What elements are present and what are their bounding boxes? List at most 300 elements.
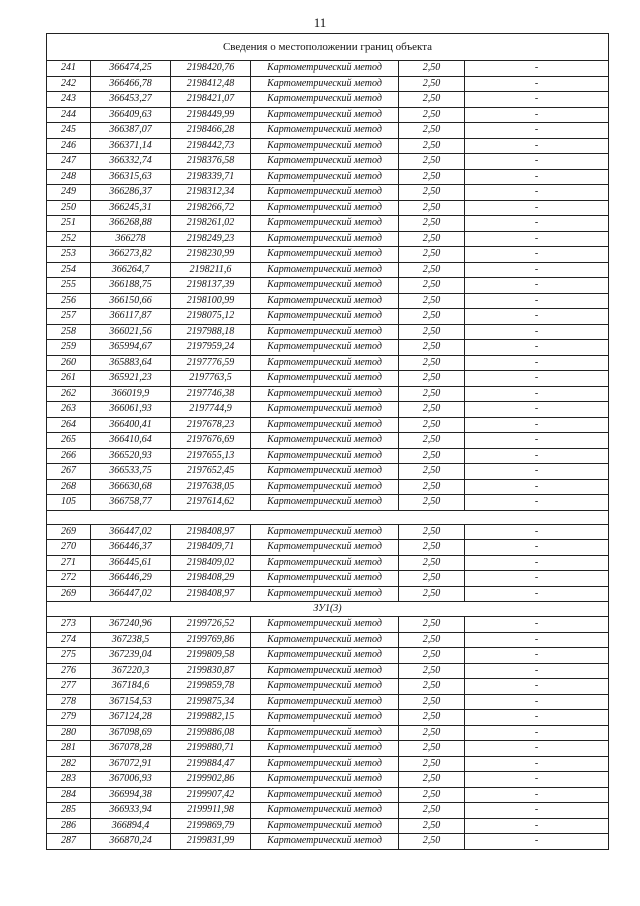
point-number-cell: 287 — [47, 834, 91, 850]
point-number-cell: 280 — [47, 725, 91, 741]
accuracy-cell: 2,50 — [399, 309, 465, 325]
description-cell: - — [465, 309, 609, 325]
accuracy-cell: 2,50 — [399, 107, 465, 123]
point-number-cell: 245 — [47, 123, 91, 139]
accuracy-cell: 2,50 — [399, 433, 465, 449]
description-cell: - — [465, 756, 609, 772]
method-cell: Картометрический метод — [251, 247, 399, 263]
table-row — [47, 138, 609, 154]
description-cell: - — [465, 61, 609, 77]
x-coordinate-cell: 365994,67 — [91, 340, 171, 356]
point-number-cell: 262 — [47, 386, 91, 402]
description-cell: - — [465, 371, 609, 387]
accuracy-cell: 2,50 — [399, 417, 465, 433]
x-coordinate-cell: 366474,25 — [91, 61, 171, 77]
point-number-cell: 282 — [47, 756, 91, 772]
table-row — [47, 402, 609, 418]
table-row — [47, 555, 609, 571]
description-cell: - — [465, 571, 609, 587]
method-cell: Картометрический метод — [251, 355, 399, 371]
point-number-cell: 244 — [47, 107, 91, 123]
method-cell: Картометрический метод — [251, 324, 399, 340]
accuracy-cell: 2,50 — [399, 169, 465, 185]
table-row — [47, 123, 609, 139]
description-cell: - — [465, 787, 609, 803]
point-number-cell: 250 — [47, 200, 91, 216]
method-cell: Картометрический метод — [251, 309, 399, 325]
x-coordinate-cell: 366758,77 — [91, 495, 171, 511]
description-cell: - — [465, 433, 609, 449]
point-number-cell: 258 — [47, 324, 91, 340]
point-number-cell: 265 — [47, 433, 91, 449]
method-cell: Картометрический метод — [251, 293, 399, 309]
table-row — [47, 834, 609, 850]
y-coordinate-cell: 2198408,97 — [171, 524, 251, 540]
accuracy-cell: 2,50 — [399, 92, 465, 108]
boundary-table — [46, 33, 608, 850]
method-cell: Картометрический метод — [251, 772, 399, 788]
description-cell: - — [465, 154, 609, 170]
accuracy-cell: 2,50 — [399, 679, 465, 695]
point-number-cell: 256 — [47, 293, 91, 309]
y-coordinate-cell: 2198266,72 — [171, 200, 251, 216]
table-row — [47, 185, 609, 201]
table-row — [47, 756, 609, 772]
y-coordinate-cell: 2199769,86 — [171, 632, 251, 648]
method-cell: Картометрический метод — [251, 710, 399, 726]
description-cell: - — [465, 355, 609, 371]
x-coordinate-cell: 366150,66 — [91, 293, 171, 309]
accuracy-cell: 2,50 — [399, 586, 465, 602]
accuracy-cell: 2,50 — [399, 200, 465, 216]
description-cell: - — [465, 402, 609, 418]
description-cell: - — [465, 262, 609, 278]
description-cell: - — [465, 107, 609, 123]
table-row — [47, 76, 609, 92]
y-coordinate-cell: 2198421,07 — [171, 92, 251, 108]
accuracy-cell: 2,50 — [399, 725, 465, 741]
point-number-cell: 269 — [47, 524, 91, 540]
x-coordinate-cell: 366446,29 — [91, 571, 171, 587]
table-row — [47, 355, 609, 371]
description-cell: - — [465, 448, 609, 464]
point-number-cell: 263 — [47, 402, 91, 418]
x-coordinate-cell: 365883,64 — [91, 355, 171, 371]
point-number-cell: 279 — [47, 710, 91, 726]
method-cell: Картометрический метод — [251, 632, 399, 648]
y-coordinate-cell: 2198466,28 — [171, 123, 251, 139]
section-label: ЗУ1(3) — [47, 602, 609, 617]
accuracy-cell: 2,50 — [399, 386, 465, 402]
y-coordinate-cell: 2199884,47 — [171, 756, 251, 772]
table-row — [47, 479, 609, 495]
x-coordinate-cell: 366410,64 — [91, 433, 171, 449]
method-cell: Картометрический метод — [251, 679, 399, 695]
x-coordinate-cell: 366994,38 — [91, 787, 171, 803]
x-coordinate-cell: 366371,14 — [91, 138, 171, 154]
description-cell: - — [465, 586, 609, 602]
description-cell: - — [465, 710, 609, 726]
table-row — [47, 200, 609, 216]
y-coordinate-cell: 2198137,39 — [171, 278, 251, 294]
point-number-cell: 269 — [47, 586, 91, 602]
y-coordinate-cell: 2199882,15 — [171, 710, 251, 726]
description-cell: - — [465, 231, 609, 247]
y-coordinate-cell: 2198409,02 — [171, 555, 251, 571]
description-cell: - — [465, 216, 609, 232]
y-coordinate-cell: 2197959,24 — [171, 340, 251, 356]
accuracy-cell: 2,50 — [399, 371, 465, 387]
description-cell: - — [465, 479, 609, 495]
method-cell: Картометрический метод — [251, 555, 399, 571]
x-coordinate-cell: 366273,82 — [91, 247, 171, 263]
table-row — [47, 694, 609, 710]
point-number-cell: 275 — [47, 648, 91, 664]
method-cell: Картометрический метод — [251, 123, 399, 139]
method-cell: Картометрический метод — [251, 756, 399, 772]
accuracy-cell: 2,50 — [399, 772, 465, 788]
point-number-cell: 271 — [47, 555, 91, 571]
table-row — [47, 278, 609, 294]
y-coordinate-cell: 2198075,12 — [171, 309, 251, 325]
y-coordinate-cell: 2197655,13 — [171, 448, 251, 464]
x-coordinate-cell: 366453,27 — [91, 92, 171, 108]
accuracy-cell: 2,50 — [399, 448, 465, 464]
x-coordinate-cell: 367124,28 — [91, 710, 171, 726]
point-number-cell: 264 — [47, 417, 91, 433]
method-cell: Картометрический метод — [251, 694, 399, 710]
y-coordinate-cell: 2197746,38 — [171, 386, 251, 402]
table-row — [47, 448, 609, 464]
description-cell: - — [465, 386, 609, 402]
method-cell: Картометрический метод — [251, 663, 399, 679]
accuracy-cell: 2,50 — [399, 803, 465, 819]
description-cell: - — [465, 524, 609, 540]
y-coordinate-cell: 2198408,29 — [171, 571, 251, 587]
x-coordinate-cell: 366019,9 — [91, 386, 171, 402]
point-number-cell: 257 — [47, 309, 91, 325]
table-row — [47, 309, 609, 325]
table-row — [47, 632, 609, 648]
description-cell: - — [465, 293, 609, 309]
table-row — [47, 648, 609, 664]
y-coordinate-cell: 2198211,6 — [171, 262, 251, 278]
method-cell: Картометрический метод — [251, 648, 399, 664]
method-cell: Картометрический метод — [251, 433, 399, 449]
description-cell: - — [465, 495, 609, 511]
point-number-cell: 270 — [47, 540, 91, 556]
description-cell: - — [465, 92, 609, 108]
x-coordinate-cell: 367238,5 — [91, 632, 171, 648]
method-cell: Картометрический метод — [251, 154, 399, 170]
description-cell: - — [465, 663, 609, 679]
y-coordinate-cell: 2197676,69 — [171, 433, 251, 449]
table-row — [47, 340, 609, 356]
y-coordinate-cell: 2199809,58 — [171, 648, 251, 664]
accuracy-cell: 2,50 — [399, 632, 465, 648]
accuracy-cell: 2,50 — [399, 355, 465, 371]
method-cell: Картометрический метод — [251, 787, 399, 803]
y-coordinate-cell: 2199902,86 — [171, 772, 251, 788]
accuracy-cell: 2,50 — [399, 834, 465, 850]
point-number-cell: 272 — [47, 571, 91, 587]
x-coordinate-cell: 366520,93 — [91, 448, 171, 464]
description-cell: - — [465, 123, 609, 139]
x-coordinate-cell: 367072,91 — [91, 756, 171, 772]
accuracy-cell: 2,50 — [399, 555, 465, 571]
table-row — [47, 154, 609, 170]
accuracy-cell: 2,50 — [399, 710, 465, 726]
accuracy-cell: 2,50 — [399, 247, 465, 263]
accuracy-cell: 2,50 — [399, 495, 465, 511]
x-coordinate-cell: 366445,61 — [91, 555, 171, 571]
point-number-cell: 247 — [47, 154, 91, 170]
y-coordinate-cell: 2198100,99 — [171, 293, 251, 309]
y-coordinate-cell: 2199911,98 — [171, 803, 251, 819]
y-coordinate-cell: 2198261,02 — [171, 216, 251, 232]
table-row — [47, 262, 609, 278]
method-cell: Картометрический метод — [251, 185, 399, 201]
y-coordinate-cell: 2199859,78 — [171, 679, 251, 695]
method-cell: Картометрический метод — [251, 524, 399, 540]
point-number-cell: 254 — [47, 262, 91, 278]
x-coordinate-cell: 366400,41 — [91, 417, 171, 433]
accuracy-cell: 2,50 — [399, 787, 465, 803]
table-row — [47, 787, 609, 803]
point-number-cell: 286 — [47, 818, 91, 834]
point-number-cell: 259 — [47, 340, 91, 356]
x-coordinate-cell: 367220,3 — [91, 663, 171, 679]
point-number-cell: 249 — [47, 185, 91, 201]
accuracy-cell: 2,50 — [399, 231, 465, 247]
description-cell: - — [465, 278, 609, 294]
accuracy-cell: 2,50 — [399, 648, 465, 664]
point-number-cell: 273 — [47, 617, 91, 633]
method-cell: Картометрический метод — [251, 169, 399, 185]
y-coordinate-cell: 2199886,08 — [171, 725, 251, 741]
accuracy-cell: 2,50 — [399, 694, 465, 710]
spacer-row — [47, 510, 609, 524]
description-cell: - — [465, 138, 609, 154]
y-coordinate-cell: 2198412,48 — [171, 76, 251, 92]
table-title: Сведения о местоположении границ объекта — [47, 34, 609, 61]
description-cell: - — [465, 818, 609, 834]
point-number-cell: 255 — [47, 278, 91, 294]
method-cell: Картометрический метод — [251, 571, 399, 587]
x-coordinate-cell: 366447,02 — [91, 586, 171, 602]
description-cell: - — [465, 679, 609, 695]
description-cell: - — [465, 540, 609, 556]
x-coordinate-cell: 367006,93 — [91, 772, 171, 788]
y-coordinate-cell: 2199907,42 — [171, 787, 251, 803]
table-row — [47, 433, 609, 449]
method-cell: Картометрический метод — [251, 107, 399, 123]
method-cell: Картометрический метод — [251, 725, 399, 741]
point-number-cell: 253 — [47, 247, 91, 263]
y-coordinate-cell: 2199831,99 — [171, 834, 251, 850]
y-coordinate-cell: 2198376,58 — [171, 154, 251, 170]
accuracy-cell: 2,50 — [399, 154, 465, 170]
spacer-cell — [47, 510, 609, 524]
method-cell: Картометрический метод — [251, 402, 399, 418]
x-coordinate-cell: 366264,7 — [91, 262, 171, 278]
accuracy-cell: 2,50 — [399, 278, 465, 294]
y-coordinate-cell: 2197678,23 — [171, 417, 251, 433]
method-cell: Картометрический метод — [251, 92, 399, 108]
accuracy-cell: 2,50 — [399, 479, 465, 495]
method-cell: Картометрический метод — [251, 479, 399, 495]
accuracy-cell: 2,50 — [399, 61, 465, 77]
table-row — [47, 293, 609, 309]
accuracy-cell: 2,50 — [399, 138, 465, 154]
method-cell: Картометрический метод — [251, 138, 399, 154]
point-number-cell: 260 — [47, 355, 91, 371]
y-coordinate-cell: 2197744,9 — [171, 402, 251, 418]
method-cell: Картометрический метод — [251, 834, 399, 850]
table-row — [47, 818, 609, 834]
y-coordinate-cell: 2199830,87 — [171, 663, 251, 679]
table-row — [47, 571, 609, 587]
y-coordinate-cell: 2198230,99 — [171, 247, 251, 263]
accuracy-cell: 2,50 — [399, 756, 465, 772]
x-coordinate-cell: 366188,75 — [91, 278, 171, 294]
x-coordinate-cell: 367154,53 — [91, 694, 171, 710]
x-coordinate-cell: 367078,28 — [91, 741, 171, 757]
x-coordinate-cell: 366061,93 — [91, 402, 171, 418]
table-row — [47, 741, 609, 757]
description-cell: - — [465, 741, 609, 757]
point-number-cell: 274 — [47, 632, 91, 648]
table-row — [47, 524, 609, 540]
method-cell: Картометрический метод — [251, 741, 399, 757]
description-cell: - — [465, 632, 609, 648]
y-coordinate-cell: 2197638,05 — [171, 479, 251, 495]
table-row — [47, 324, 609, 340]
point-number-cell: 285 — [47, 803, 91, 819]
method-cell: Картометрический метод — [251, 278, 399, 294]
table-row — [47, 540, 609, 556]
x-coordinate-cell: 366533,75 — [91, 464, 171, 480]
x-coordinate-cell: 367184,6 — [91, 679, 171, 695]
table-row — [47, 371, 609, 387]
accuracy-cell: 2,50 — [399, 262, 465, 278]
description-cell: - — [465, 834, 609, 850]
y-coordinate-cell: 2198249,23 — [171, 231, 251, 247]
description-cell: - — [465, 247, 609, 263]
point-number-cell: 278 — [47, 694, 91, 710]
description-cell: - — [465, 725, 609, 741]
x-coordinate-cell: 366268,88 — [91, 216, 171, 232]
x-coordinate-cell: 365921,23 — [91, 371, 171, 387]
point-number-cell: 276 — [47, 663, 91, 679]
point-number-cell: 284 — [47, 787, 91, 803]
table-row — [47, 586, 609, 602]
table-row — [47, 92, 609, 108]
table-row — [47, 107, 609, 123]
table-row — [47, 679, 609, 695]
method-cell: Картометрический метод — [251, 340, 399, 356]
y-coordinate-cell: 2198408,97 — [171, 586, 251, 602]
point-number-cell: 242 — [47, 76, 91, 92]
accuracy-cell: 2,50 — [399, 340, 465, 356]
accuracy-cell: 2,50 — [399, 524, 465, 540]
accuracy-cell: 2,50 — [399, 402, 465, 418]
page-number: 11 — [313, 15, 327, 30]
point-number-cell: 243 — [47, 92, 91, 108]
point-number-cell: 241 — [47, 61, 91, 77]
accuracy-cell: 2,50 — [399, 540, 465, 556]
x-coordinate-cell: 366447,02 — [91, 524, 171, 540]
point-number-cell: 246 — [47, 138, 91, 154]
description-cell: - — [465, 185, 609, 201]
accuracy-cell: 2,50 — [399, 293, 465, 309]
y-coordinate-cell: 2199880,71 — [171, 741, 251, 757]
x-coordinate-cell: 366245,31 — [91, 200, 171, 216]
y-coordinate-cell: 2199726,52 — [171, 617, 251, 633]
method-cell: Картометрический метод — [251, 818, 399, 834]
method-cell: Картометрический метод — [251, 371, 399, 387]
table-row — [47, 725, 609, 741]
point-number-cell: 267 — [47, 464, 91, 480]
accuracy-cell: 2,50 — [399, 617, 465, 633]
description-cell: - — [465, 169, 609, 185]
accuracy-cell: 2,50 — [399, 76, 465, 92]
description-cell: - — [465, 648, 609, 664]
method-cell: Картометрический метод — [251, 200, 399, 216]
point-number-cell: 277 — [47, 679, 91, 695]
table-row — [47, 663, 609, 679]
accuracy-cell: 2,50 — [399, 324, 465, 340]
description-cell: - — [465, 694, 609, 710]
y-coordinate-cell: 2199869,79 — [171, 818, 251, 834]
method-cell: Картометрический метод — [251, 586, 399, 602]
accuracy-cell: 2,50 — [399, 818, 465, 834]
table-row — [47, 495, 609, 511]
x-coordinate-cell: 366894,4 — [91, 818, 171, 834]
method-cell: Картометрический метод — [251, 386, 399, 402]
table-row — [47, 803, 609, 819]
description-cell: - — [465, 803, 609, 819]
description-cell: - — [465, 200, 609, 216]
point-number-cell: 268 — [47, 479, 91, 495]
x-coordinate-cell: 366278 — [91, 231, 171, 247]
accuracy-cell: 2,50 — [399, 216, 465, 232]
method-cell: Картометрический метод — [251, 417, 399, 433]
x-coordinate-cell: 367240,96 — [91, 617, 171, 633]
x-coordinate-cell: 366870,24 — [91, 834, 171, 850]
method-cell: Картометрический метод — [251, 803, 399, 819]
method-cell: Картометрический метод — [251, 216, 399, 232]
x-coordinate-cell: 366630,68 — [91, 479, 171, 495]
description-cell: - — [465, 324, 609, 340]
point-number-cell: 266 — [47, 448, 91, 464]
table-row — [47, 417, 609, 433]
description-cell: - — [465, 417, 609, 433]
table-row — [47, 772, 609, 788]
point-number-cell: 105 — [47, 495, 91, 511]
method-cell: Картометрический метод — [251, 448, 399, 464]
point-number-cell: 251 — [47, 216, 91, 232]
description-cell: - — [465, 555, 609, 571]
accuracy-cell: 2,50 — [399, 123, 465, 139]
y-coordinate-cell: 2198409,71 — [171, 540, 251, 556]
y-coordinate-cell: 2198312,34 — [171, 185, 251, 201]
point-number-cell: 261 — [47, 371, 91, 387]
x-coordinate-cell: 366933,94 — [91, 803, 171, 819]
table-title-row — [47, 34, 609, 61]
method-cell: Картометрический метод — [251, 617, 399, 633]
method-cell: Картометрический метод — [251, 540, 399, 556]
